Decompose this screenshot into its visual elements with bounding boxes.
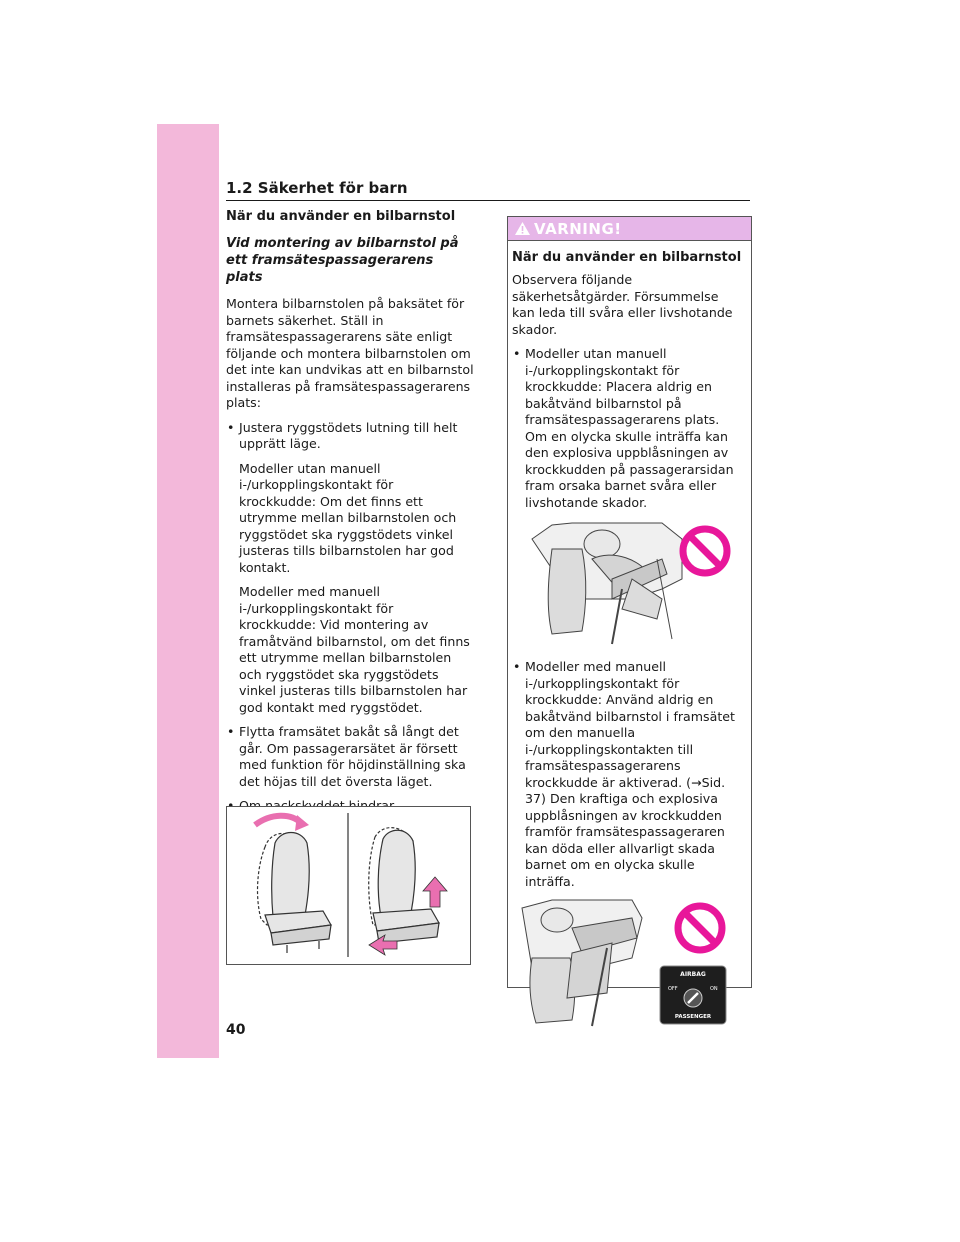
warning-header <box>508 217 751 241</box>
bullet-text: Modeller med manuell i-/urkopplingskontakt för krockkudde: Använd aldrig en bakåtvänd bilbarnstol i framsätet om den manuella i-/urkopplingskontakten till framsätespassagerarens krockkudde är aktiverad. (→Sid. 37) Den kraftiga och explosiva uppblåsningen av krockkudden framför framsätespassageraren kan döda eller allvarligt skada barnet om en olycka skulle inträffa. <box>525 659 735 889</box>
warning-icon <box>514 221 531 236</box>
prohibited-icon <box>683 529 727 573</box>
warning-intro: Observera följande säkerhetsåtgärder. Försummelse kan leda till svåra eller livshotande skador. <box>512 272 733 337</box>
seat-illustration <box>227 807 470 964</box>
switch-label-top: AIRBAG <box>680 971 706 978</box>
section-header: 1.2 Säkerhet för barn <box>226 179 750 201</box>
left-subheading: Vid montering av bilbarnstol på ett framsätespassagerarens plats <box>226 236 459 285</box>
arrow-icon <box>255 816 301 825</box>
switch-label-off: OFF <box>668 986 678 992</box>
bullet-subtext: Modeller utan manuell i-/urkopplingskontakt för krockkudde: Om det finns ett utrymme mellan bilbarnstolen och ryggstödet ska ryggstödets vinkel justeras tills bilbarnstolen har god kontakt. <box>239 460 457 575</box>
airbag-switch-panel <box>660 966 726 1024</box>
bullet-item: • Flytta framsätet bakåt så långt det går. Om passagerarsätet är försett med funktion för höjdinställning ska det höjas till det översta läget. <box>227 724 466 789</box>
seat-adjustment-figure <box>226 806 471 965</box>
switch-label-on: ON <box>710 986 718 992</box>
bullet-text: Flytta framsätet bakåt så långt det går. Om passagerarsätet är försett med funktion för höjdinställning ska det höjas till det översta läget. <box>239 724 466 789</box>
prohibited-icon <box>678 906 722 950</box>
bullet-item: • Justera ryggstödets lutning till helt upprätt läge. <box>227 419 458 451</box>
page-number: 40 <box>226 1022 246 1038</box>
warning-bullet: • Modeller med manuell i-/urkopplingskontakt för krockkudde: Använd aldrig en bakåtvänd bilbarnstol i framsätet om den manuella i-/urkopplingskontakten till framsätespassagerarens krockkudde är aktiverad. (→Sid. 37) Den kraftiga och explosiva uppblåsningen av krockkudden framför framsätespassageraren kan döda eller allvarligt skada barnet om en olycka skulle inträffa. <box>513 659 735 889</box>
switch-label-bottom: PASSENGER <box>674 1014 712 1020</box>
bullet-subtext: Modeller med manuell i-/urkopplingskontakt för krockkudde: Vid montering av framåtvänd bilbarnstol, om det finns ett utrymme mellan bilbarnstolen och ryggstödet ska ryggstödets vinkel justeras tills bilbarnstolen har god kontakt med ryggstödet. <box>239 584 470 715</box>
chapter-sidebar <box>157 124 219 1058</box>
rear-facing-seat-illustration <box>512 519 742 649</box>
warning-box <box>507 216 752 1020</box>
warning-title: VARNING! <box>534 219 622 238</box>
left-intro: Montera bilbarnstolen på baksätet för barnets säkerhet. Ställ in framsätespassagerarens säte enligt följande och montera bilbarnstolen om det inte kan undvikas att en bilbarnstol installeras på framsätespassagerarens plats: <box>226 296 474 410</box>
bullet-text: Justera ryggstödets lutning till helt upprätt läge. <box>239 419 458 451</box>
arrow-up-icon <box>423 877 447 907</box>
seat-left <box>258 833 331 954</box>
warning-heading: När du använder en bilbarnstol <box>512 250 742 265</box>
warning-bullet: • Modeller utan manuell i-/urkopplingskontakt för krockkudde: Placera aldrig en bakåtvänd bilbarnstol på framsätespassagerarens plats. Om en olycka skulle inträffa kan den explosiva uppblåsningen av krockkudden på passagerarsidan fram orsaka barnet svåra eller livshotande skador. <box>513 346 734 510</box>
left-heading: När du använder en bilbarnstol <box>226 209 456 224</box>
left-column <box>226 208 474 872</box>
bullet-text: Modeller utan manuell i-/urkopplingskontakt för krockkudde: Placera aldrig en bakåtvänd bilbarnstol på framsätespassagerarens plats. Om en olycka skulle inträffa kan den explosiva uppblåsningen av krockkudden på passagerarsidan fram orsaka barnet svåra eller livshotande skador. <box>525 346 734 510</box>
airbag-switch-illustration <box>512 898 742 1028</box>
